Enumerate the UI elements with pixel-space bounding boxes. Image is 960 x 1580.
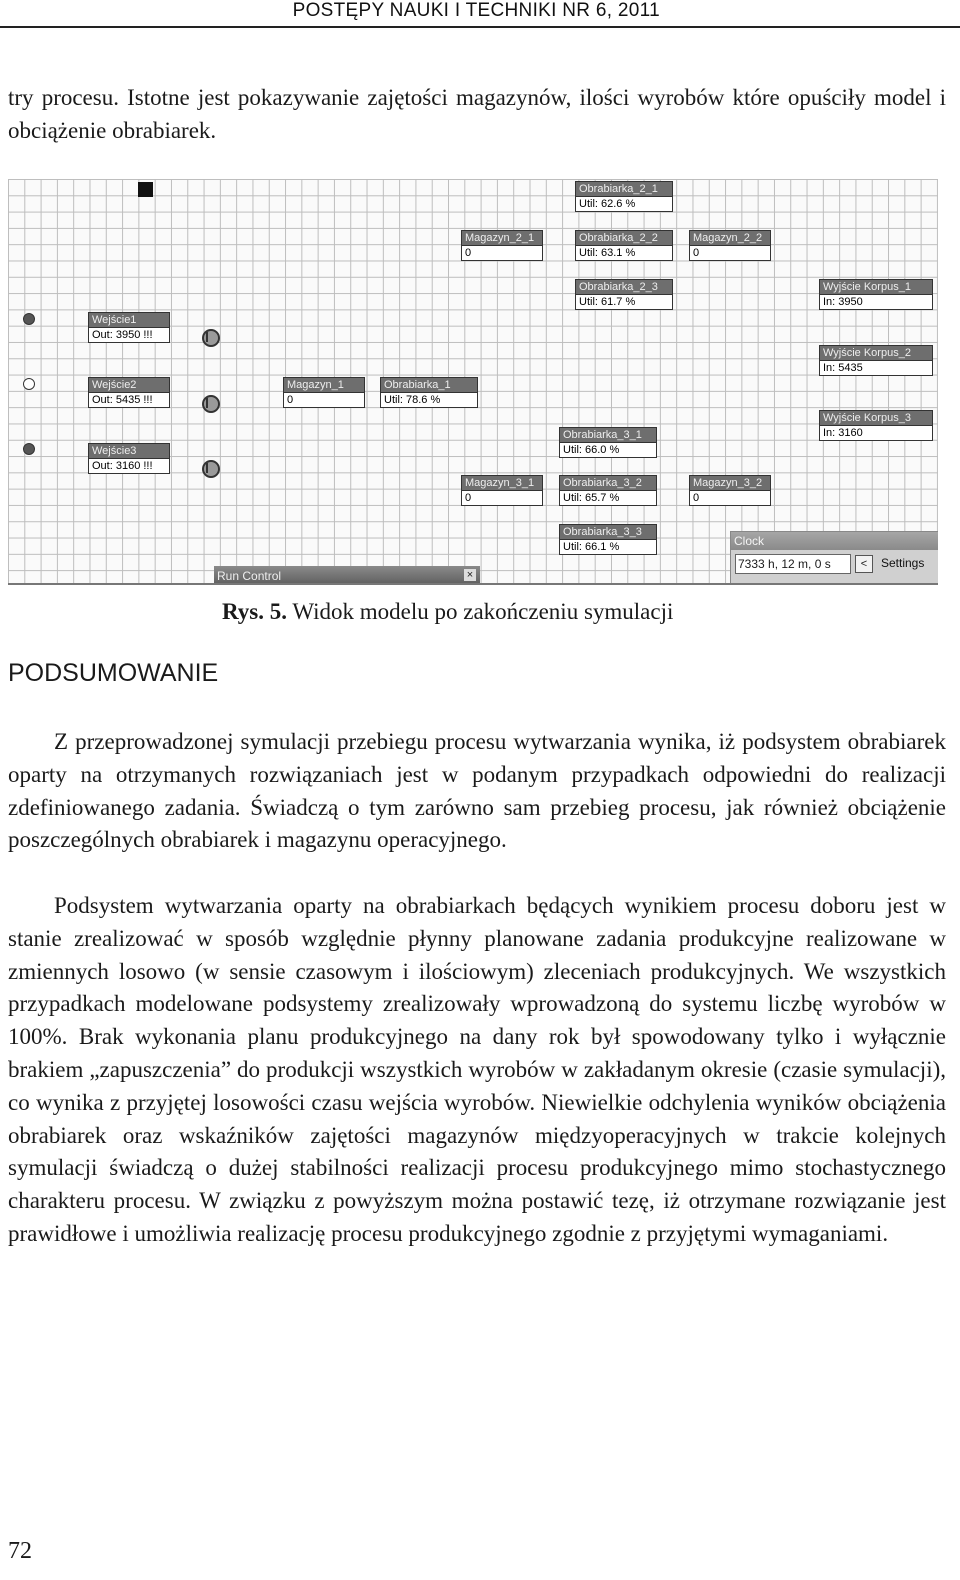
source-icon: [23, 313, 35, 325]
node-obrabiarka1[interactable]: [380, 377, 478, 408]
node-value: In: 3160: [820, 425, 932, 440]
intro-paragraph: try procesu. Istotne jest pokazywanie zajętości magazynów, ilości wyrobów które opuściły model i obciążenie obrabiarek.: [8, 85, 946, 143]
run-control-window[interactable]: [214, 566, 480, 585]
node-obrabiarka33[interactable]: [559, 524, 657, 555]
caption-text: Widok modelu po zakończeniu symulacji: [287, 599, 674, 624]
node-title: Magazyn_2_1: [462, 231, 542, 245]
clock-value: 7333 h, 12 m, 0 s: [735, 554, 851, 574]
source-icon: [23, 378, 35, 390]
node-title: Obrabiarka_3_1: [560, 428, 656, 442]
node-magazyn31[interactable]: [461, 475, 543, 506]
sink-icon: [202, 395, 220, 413]
node-value: 0: [284, 392, 364, 407]
node-value: 0: [462, 490, 542, 505]
sink-icon: [202, 460, 220, 478]
node-title: Obrabiarka_1: [381, 378, 477, 392]
node-value: 0: [690, 245, 770, 260]
clock-settings-button[interactable]: Settings: [881, 556, 925, 570]
node-obrabiarka21[interactable]: [575, 181, 673, 212]
journal-title: POSTĘPY NAUKI I TECHNIKI NR 6, 2011: [292, 0, 660, 21]
node-value: Out: 3160 !!!: [89, 458, 169, 473]
node-title: Magazyn_3_1: [462, 476, 542, 490]
node-value: Util: 63.1 %: [576, 245, 672, 260]
node-value: Util: 65.7 %: [560, 490, 656, 505]
node-wejscie2[interactable]: [88, 377, 170, 408]
node-value: Util: 61.7 %: [576, 294, 672, 309]
node-title: Obrabiarka_3_2: [560, 476, 656, 490]
node-title: Obrabiarka_2_3: [576, 280, 672, 294]
node-title: Obrabiarka_2_1: [576, 182, 672, 196]
section-heading: PODSUMOWANIE: [8, 659, 219, 687]
clock-window: [730, 531, 938, 585]
node-value: In: 5435: [820, 360, 932, 375]
node-magazyn22[interactable]: [689, 230, 771, 261]
node-title: Wejście2: [89, 378, 169, 392]
node-value: In: 3950: [820, 294, 932, 309]
node-value: Out: 3950 !!!: [89, 327, 169, 342]
node-value: Util: 62.6 %: [576, 196, 672, 211]
node-title: Wejście1: [89, 313, 169, 327]
node-obrabiarka23[interactable]: [575, 279, 673, 310]
summary-paragraph-2: Podsystem wytwarzania oparty na obrabiarkach będących wynikiem procesu doboru jest w stanie zrealizować w sposób względnie płynny planowane zadania produkcyjne realizowane w zmiennych losowo (w sensie czasowym i ilościowym) zleceniach produkcyjnych. We wszystkich przypadkach modelowane podsystemy zrealizowały wprowadzoną do systemu liczbę wyrobów w 100%. Brak wykonania planu produkcyjnego na dany rok był spowodowany tylko i wyłącznie brakiem „zapuszczenia” do produkcji wszystkich wyrobów w zakładanym okresie (czasie symulacji), co wynika z przyjętej losowości czasu wejścia wyrobów. Niewielkie odchylenia wyników obciążenia obrabiarek oraz wskaźników zajętości magazynów międzyoperacyjnych w trakcie kolejnych symulacji świadczą o dużej stabilności realizacji procesu produkcyjnego mimo stochastycznego charakteru procesu. W związku z powyższym można postawić tezę, iż otrzymane rozwiązanie jest prawidłowe i umożliwia realizację procesu produkcyjnego zgodnie z przyjętymi wymaganiami.: [8, 893, 946, 1246]
close-icon[interactable]: ×: [464, 569, 476, 581]
node-wyjscie3[interactable]: [819, 410, 933, 441]
clock-title: Clock: [731, 532, 938, 550]
caption-label: Rys. 5.: [222, 599, 288, 624]
node-obrabiarka22[interactable]: [575, 230, 673, 261]
node-wejscie1[interactable]: [88, 312, 170, 343]
node-value: Out: 5435 !!!: [89, 392, 169, 407]
node-wejscie3[interactable]: [88, 443, 170, 474]
node-magazyn21[interactable]: [461, 230, 543, 261]
node-obrabiarka32[interactable]: [559, 475, 657, 506]
node-wyjscie2[interactable]: [819, 345, 933, 376]
node-value: 0: [690, 490, 770, 505]
summary-paragraph-1: Z przeprowadzonej symulacji przebiegu procesu wytwarzania wynika, iż podsystem obrabiarek oparty na otrzymanych rozwiązaniach jest w podanym przypadkach odpowiedni do realizacji zdefiniowanego zadania. Świadczą o tym zarówno sam przebieg procesu, jak również obciążenie poszczególnych obrabiarek i magazynu operacyjnego.: [8, 729, 946, 853]
figure-caption: [222, 596, 673, 628]
node-title: Obrabiarka_2_2: [576, 231, 672, 245]
node-title: Wejście3: [89, 444, 169, 458]
model-marker-icon: [138, 182, 153, 197]
running-header: [0, 0, 960, 28]
node-value: Util: 66.1 %: [560, 539, 656, 554]
node-value: 0: [462, 245, 542, 260]
node-title: Wyjście Korpus_1: [820, 280, 932, 294]
node-value: Util: 78.6 %: [381, 392, 477, 407]
node-title: Magazyn_2_2: [690, 231, 770, 245]
node-title: Obrabiarka_3_3: [560, 525, 656, 539]
sink-icon: [202, 329, 220, 347]
page-number: 72: [8, 1538, 32, 1564]
node-title: Magazyn_1: [284, 378, 364, 392]
node-title: Magazyn_3_2: [690, 476, 770, 490]
node-magazyn1[interactable]: [283, 377, 365, 408]
node-value: Util: 66.0 %: [560, 442, 656, 457]
clock-back-button[interactable]: <: [855, 555, 873, 573]
node-title: Wyjście Korpus_3: [820, 411, 932, 425]
node-obrabiarka31[interactable]: [559, 427, 657, 458]
node-wyjscie1[interactable]: [819, 279, 933, 310]
source-icon: [23, 443, 35, 455]
run-control-title: Run Control: [217, 569, 282, 583]
node-magazyn32[interactable]: [689, 475, 771, 506]
simulation-model-view: [8, 179, 938, 585]
node-title: Wyjście Korpus_2: [820, 346, 932, 360]
